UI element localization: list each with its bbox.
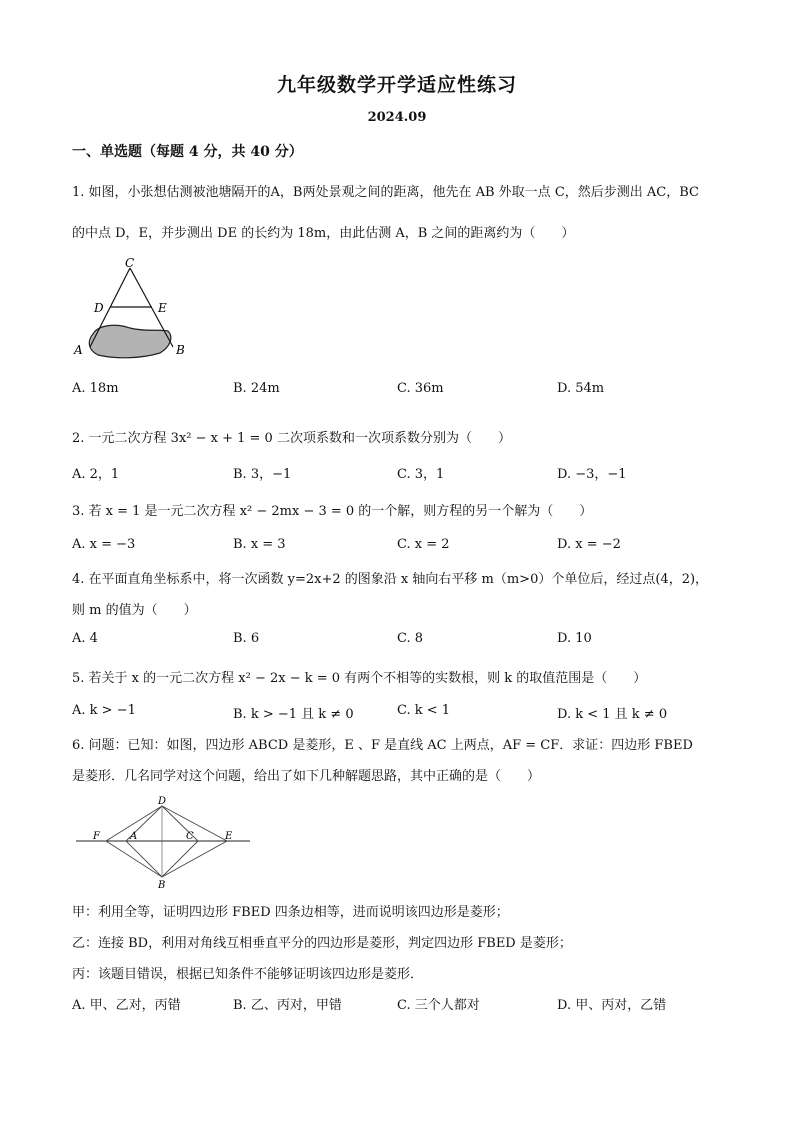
section-heading: 一、单选题（每题 4 分，共 40 分）: [72, 144, 303, 160]
q2-option-b[interactable]: B. 3，−1: [233, 467, 292, 482]
q1-triangle-figure: [70, 255, 200, 360]
q5-line-1: 5. 若关于 x 的一元二次方程 x² − 2x − k = 0 有两个不相等的实数根，则 k 的取值范围是（ ）: [72, 671, 647, 686]
q4-option-c[interactable]: C. 8: [397, 631, 424, 646]
pond-shape: [89, 325, 171, 357]
q5-option-a[interactable]: A. k > −1: [72, 703, 136, 718]
label-b: B: [158, 880, 166, 890]
q6-idea-bing: 丙：该题目错误，根据已知条件不能够证明该四边形是菱形．: [72, 967, 424, 982]
q1-option-a[interactable]: A. 18m: [72, 381, 119, 396]
q5-option-d[interactable]: D. k < 1 且 k ≠ 0: [557, 707, 668, 722]
q2-option-c[interactable]: C. 3，1: [397, 467, 445, 482]
label-e: E: [225, 831, 233, 842]
q3-option-a[interactable]: A. x = −3: [72, 537, 136, 552]
q6-option-c[interactable]: C. 三个人都对: [397, 998, 480, 1013]
q2-line-1: 2. 一元二次方程 3x² − x + 1 = 0 二次项系数和一次项系数分别为（ ）: [72, 431, 511, 446]
exam-date: 2024.09: [367, 110, 427, 125]
label-c: C: [186, 831, 194, 842]
q4-option-b[interactable]: B. 6: [233, 631, 260, 646]
q6-line-2: 是菱形．几名同学对这个问题，给出了如下几种解题思路，其中正确的是（ ）: [72, 769, 541, 784]
label-e: E: [158, 301, 167, 315]
q6-option-a[interactable]: A. 甲、乙对，丙错: [72, 998, 181, 1013]
label-a: A: [130, 831, 138, 842]
q1-line-1: 1. 如图，小张想估测被池塘隔开的A，B两处景观之间的距离，他先在 AB 外取一点 C，然后步测出 AC，BC: [72, 185, 699, 200]
page-title: 九年级数学开学适应性练习: [276, 74, 517, 96]
q6-option-d[interactable]: D. 甲、丙对，乙错: [557, 998, 667, 1013]
q6-line-1: 6. 问题：已知：如图，四边形 ABCD 是菱形，E 、F 是直线 AC 上两点，AF = CF．求证：四边形 FBED: [72, 738, 693, 753]
label-b: B: [176, 343, 185, 357]
q4-option-d[interactable]: D. 10: [557, 631, 592, 646]
q4-line-2: 则 m 的值为（ ）: [72, 603, 197, 618]
q4-line-1: 4. 在平面直角坐标系中，将一次函数 y=2x+2 的图象沿 x 轴向右平移 m（m>0）个单位后，经过点(4，2)，: [72, 572, 709, 587]
q5-option-c[interactable]: C. k < 1: [397, 703, 451, 718]
q2-option-a[interactable]: A. 2，1: [72, 467, 120, 482]
q3-option-d[interactable]: D. x = −2: [557, 537, 621, 552]
label-f: F: [93, 831, 100, 842]
q3-option-c[interactable]: C. x = 2: [397, 537, 450, 552]
label-a: A: [74, 343, 83, 357]
label-d: D: [158, 796, 167, 807]
q3-option-b[interactable]: B. x = 3: [233, 537, 286, 552]
q1-option-b[interactable]: B. 24m: [233, 381, 280, 396]
q6-rhombus-figure: [72, 794, 254, 890]
q6-option-b[interactable]: B. 乙、丙对，甲错: [233, 998, 342, 1013]
q2-option-d[interactable]: D. −3，−1: [557, 467, 627, 482]
q6-idea-jia: 甲：利用全等，证明四边形 FBED 四条边相等，进而说明该四边形是菱形；: [72, 905, 509, 920]
label-c: C: [125, 256, 135, 270]
q1-option-d[interactable]: D. 54m: [557, 381, 605, 396]
q4-option-a[interactable]: A. 4: [72, 631, 98, 646]
q1-line-2: 的中点 D，E，并步测出 DE 的长约为 18m，由此估测 A，B 之间的距离约为（ ）: [72, 226, 575, 241]
label-d: D: [94, 301, 104, 315]
q3-line-1: 3. 若 x = 1 是一元二次方程 x² − 2mx − 3 = 0 的一个解，则方程的另一个解为（ ）: [72, 504, 593, 519]
q1-option-c[interactable]: C. 36m: [397, 381, 444, 396]
q5-option-b[interactable]: B. k > −1 且 k ≠ 0: [233, 707, 354, 722]
q6-idea-yi: 乙：连接 BD，利用对角线互相垂直平分的四边形是菱形，判定四边形 FBED 是菱形；: [72, 936, 572, 951]
